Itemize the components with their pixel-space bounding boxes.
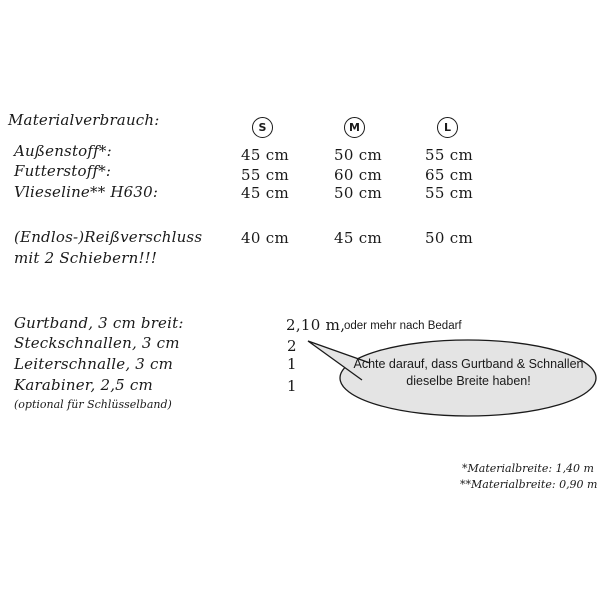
- footnote-2: **Materialbreite: 0,90 m: [460, 478, 598, 491]
- footnote-1: *Materialbreite: 1,40 m: [462, 462, 594, 475]
- value-aussenstoff-m: 50 cm: [334, 146, 382, 164]
- row-label-zipper-line2: mit 2 Schiebern!!!: [14, 249, 158, 267]
- value-leiterschnalle: 1: [287, 355, 297, 373]
- size-m-badge: M: [344, 117, 365, 138]
- value-karabiner: 1: [287, 377, 297, 395]
- value-zipper-m: 45 cm: [334, 229, 382, 247]
- row-label-gurtband: Gurtband, 3 cm breit:: [14, 314, 184, 332]
- value-steckschnallen: 2: [287, 337, 297, 355]
- size-l-badge: L: [437, 117, 458, 138]
- row-label-steckschnallen: Steckschnallen, 3 cm: [14, 334, 180, 352]
- value-vlieseline-l: 55 cm: [425, 184, 473, 202]
- value-futterstoff-s: 55 cm: [241, 166, 289, 184]
- row-label-vlieseline: Vlieseline** H630:: [14, 183, 159, 201]
- value-vlieseline-m: 50 cm: [334, 184, 382, 202]
- row-label-karabiner: Karabiner, 2,5 cm: [14, 376, 153, 394]
- optional-note: (optional für Schlüsselband): [14, 398, 172, 411]
- value-aussenstoff-l: 55 cm: [425, 146, 473, 164]
- value-futterstoff-m: 60 cm: [334, 166, 382, 184]
- value-aussenstoff-s: 45 cm: [241, 146, 289, 164]
- bubble-line-2: dieselbe Breite haben!: [406, 374, 531, 388]
- row-label-zipper: (Endlos-)Reißverschluss: [14, 228, 203, 246]
- value-futterstoff-l: 65 cm: [425, 166, 473, 184]
- heading: Materialverbrauch:: [8, 111, 160, 129]
- bubble-line-1: Achte darauf, dass Gurtband & Schnallen: [353, 357, 584, 371]
- row-label-futterstoff: Futterstoff*:: [14, 162, 112, 180]
- value-zipper-l: 50 cm: [425, 229, 473, 247]
- value-zipper-s: 40 cm: [241, 229, 289, 247]
- bubble-text: [346, 356, 591, 390]
- note-gurtband: oder mehr nach Bedarf: [344, 320, 462, 332]
- row-label-leiterschnalle: Leiterschnalle, 3 cm: [14, 355, 174, 373]
- value-gurtband: 2,10 m,: [286, 316, 346, 334]
- value-vlieseline-s: 45 cm: [241, 184, 289, 202]
- row-label-aussenstoff: Außenstoff*:: [14, 142, 112, 160]
- size-s-badge: S: [252, 117, 273, 138]
